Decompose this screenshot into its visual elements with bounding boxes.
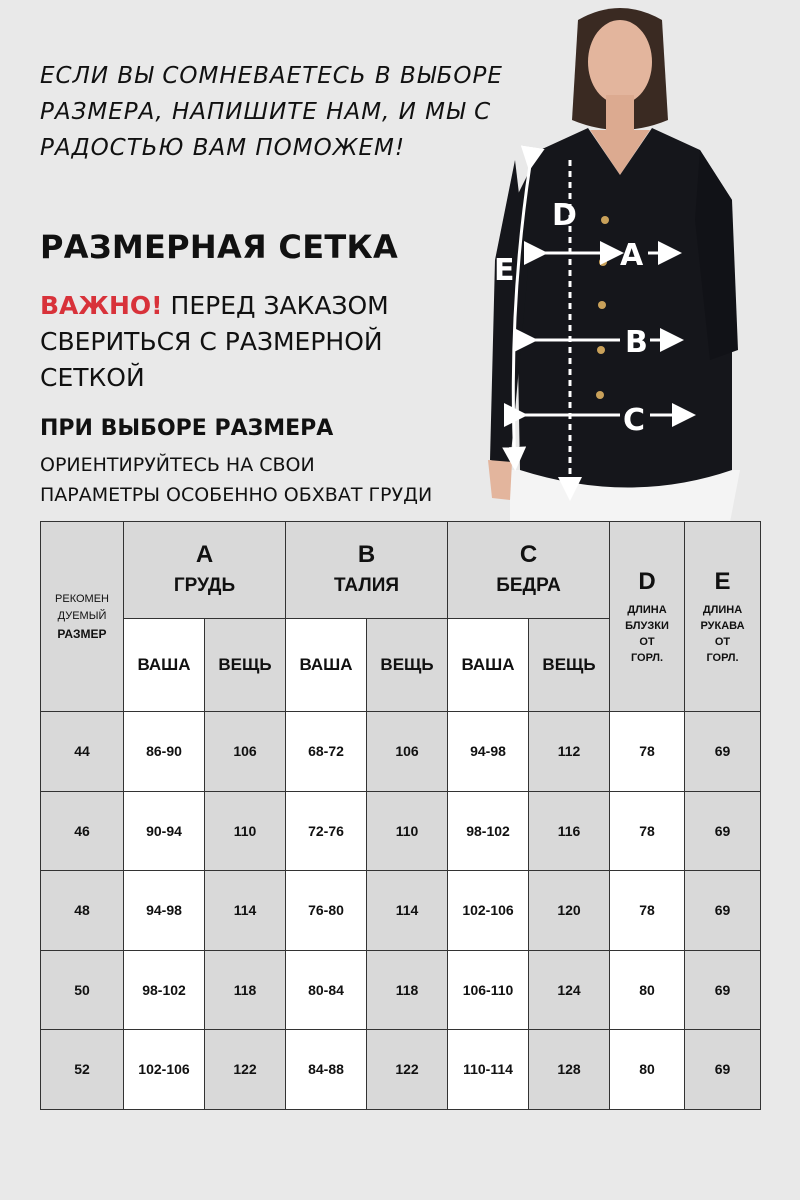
d-line-1: ДЛИНА bbox=[627, 603, 667, 616]
cell-chest-item: 122 bbox=[205, 1030, 286, 1110]
cell-length-d: 80 bbox=[610, 950, 685, 1030]
intro-line-2 bbox=[40, 94, 510, 130]
cell-hips-yours: 102-106 bbox=[448, 871, 529, 951]
d-line-3: ОТ bbox=[639, 635, 655, 648]
choose-line-1: ОРИЕНТИРУЙТЕСЬ НА СВОИ bbox=[40, 454, 315, 476]
cell-waist-item: 106 bbox=[367, 712, 448, 792]
cell-chest-yours: 86-90 bbox=[124, 712, 205, 792]
sub-header-yours: ВАША bbox=[124, 619, 205, 712]
cell-waist-item: 118 bbox=[367, 950, 448, 1030]
cell-length-e: 69 bbox=[685, 1030, 761, 1110]
cell-waist-item: 110 bbox=[367, 791, 448, 871]
cell-hips-item: 112 bbox=[529, 712, 610, 792]
rec-line-2: ДУЕМЫЙ bbox=[57, 609, 107, 622]
cell-chest-item: 118 bbox=[205, 950, 286, 1030]
d-letter: D bbox=[638, 567, 656, 595]
cell-waist-yours: 80-84 bbox=[286, 950, 367, 1030]
table-row bbox=[41, 1030, 761, 1110]
cell-waist-yours: 76-80 bbox=[286, 871, 367, 951]
cell-waist-yours: 84-88 bbox=[286, 1030, 367, 1110]
d-line-2: БЛУЗКИ bbox=[625, 619, 669, 632]
length-e-header bbox=[685, 522, 761, 712]
recommended-size-header bbox=[41, 522, 124, 712]
e-line-2: РУКАВА bbox=[700, 619, 745, 632]
e-letter: E bbox=[714, 567, 731, 595]
e-line-4: ГОРЛ. bbox=[706, 651, 739, 664]
page-title: РАЗМЕРНАЯ СЕТКА bbox=[40, 228, 399, 266]
choose-heading: ПРИ ВЫБОРЕ РАЗМЕРА bbox=[40, 416, 334, 441]
cell-length-d: 80 bbox=[610, 1030, 685, 1110]
cell-chest-yours: 102-106 bbox=[124, 1030, 205, 1110]
cell-length-d: 78 bbox=[610, 791, 685, 871]
cell-size: 46 bbox=[41, 791, 124, 871]
cell-hips-yours: 98-102 bbox=[448, 791, 529, 871]
cell-hips-item: 116 bbox=[529, 791, 610, 871]
cell-length-e: 69 bbox=[685, 950, 761, 1030]
group-chest-header bbox=[124, 522, 286, 619]
important-line-1: ПЕРЕД ЗАКАЗОМ bbox=[170, 291, 389, 320]
cell-length-e: 69 bbox=[685, 712, 761, 792]
sub-header-item: ВЕЩЬ bbox=[529, 619, 610, 712]
rec-line-3: РАЗМЕР bbox=[57, 626, 107, 641]
choose-note bbox=[40, 450, 432, 510]
cell-chest-yours: 90-94 bbox=[124, 791, 205, 871]
e-line-1: ДЛИНА bbox=[702, 603, 743, 616]
cell-waist-yours: 68-72 bbox=[286, 712, 367, 792]
sub-header-item: ВЕЩЬ bbox=[205, 619, 286, 712]
group-chest-name: ГРУДЬ bbox=[173, 575, 236, 596]
rec-line-1: РЕКОМЕН bbox=[55, 592, 109, 605]
d-line-4: ГОРЛ. bbox=[630, 651, 664, 664]
label-d: D bbox=[552, 198, 577, 233]
intro-line-3 bbox=[40, 130, 510, 166]
cell-hips-item: 128 bbox=[529, 1030, 610, 1110]
important-note bbox=[40, 288, 389, 396]
sub-header-yours: ВАША bbox=[448, 619, 529, 712]
sub-header-item: ВЕЩЬ bbox=[367, 619, 448, 712]
cell-chest-yours: 94-98 bbox=[124, 871, 205, 951]
model-photo bbox=[470, 0, 800, 522]
cell-chest-item: 114 bbox=[205, 871, 286, 951]
cell-hips-yours: 110-114 bbox=[448, 1030, 529, 1110]
table-row bbox=[41, 871, 761, 951]
length-d-header bbox=[610, 522, 685, 712]
table-row bbox=[41, 791, 761, 871]
label-b: B bbox=[625, 325, 648, 360]
cell-hips-item: 124 bbox=[529, 950, 610, 1030]
cell-length-e: 69 bbox=[685, 871, 761, 951]
cell-hips-yours: 94-98 bbox=[448, 712, 529, 792]
cell-chest-yours: 98-102 bbox=[124, 950, 205, 1030]
group-waist-name: ТАЛИЯ bbox=[334, 575, 400, 596]
cell-length-e: 69 bbox=[685, 791, 761, 871]
group-waist-letter: B bbox=[357, 541, 376, 568]
group-waist-header bbox=[286, 522, 448, 619]
label-e: E bbox=[494, 253, 515, 288]
cell-length-d: 78 bbox=[610, 871, 685, 951]
e-line-3: ОТ bbox=[714, 635, 731, 648]
cell-waist-yours: 72-76 bbox=[286, 791, 367, 871]
sub-header-yours: ВАША bbox=[286, 619, 367, 712]
cell-hips-yours: 106-110 bbox=[448, 950, 529, 1030]
intro-line-2-text: РАЗМЕРА, НАПИШИТЕ НАМ, И МЫ С bbox=[40, 99, 492, 125]
cell-chest-item: 110 bbox=[205, 791, 286, 871]
table-row bbox=[41, 712, 761, 792]
choose-line-2: ПАРАМЕТРЫ ОСОБЕННО ОБХВАТ ГРУДИ bbox=[40, 484, 433, 506]
label-c: C bbox=[623, 403, 646, 438]
important-line-3: СЕТКОЙ bbox=[40, 363, 145, 392]
intro-line-1 bbox=[40, 58, 510, 94]
cell-waist-item: 114 bbox=[367, 871, 448, 951]
intro-line-1-text: ЕСЛИ ВЫ СОМНЕВАЕТЕСЬ В ВЫБОРЕ bbox=[40, 63, 503, 89]
group-hips-name: БЕДРА bbox=[496, 575, 561, 596]
size-table bbox=[40, 521, 761, 1110]
cell-size: 50 bbox=[41, 950, 124, 1030]
cell-length-d: 78 bbox=[610, 712, 685, 792]
cell-hips-item: 120 bbox=[529, 871, 610, 951]
group-hips-header bbox=[448, 522, 610, 619]
cell-waist-item: 122 bbox=[367, 1030, 448, 1110]
cell-size: 48 bbox=[41, 871, 124, 951]
important-label: ВАЖНО! bbox=[40, 291, 163, 320]
label-a: A bbox=[620, 238, 644, 273]
cell-size: 44 bbox=[41, 712, 124, 792]
cell-size: 52 bbox=[41, 1030, 124, 1110]
cell-chest-item: 106 bbox=[205, 712, 286, 792]
table-row bbox=[41, 950, 761, 1030]
intro-text bbox=[40, 58, 510, 166]
group-chest-letter: A bbox=[195, 541, 214, 568]
group-hips-letter: C bbox=[519, 541, 538, 568]
intro-line-3-text: РАДОСТЬЮ ВАМ ПОМОЖЕМ! bbox=[40, 135, 406, 161]
important-line-2: СВЕРИТЬСЯ С РАЗМЕРНОЙ bbox=[40, 327, 383, 356]
